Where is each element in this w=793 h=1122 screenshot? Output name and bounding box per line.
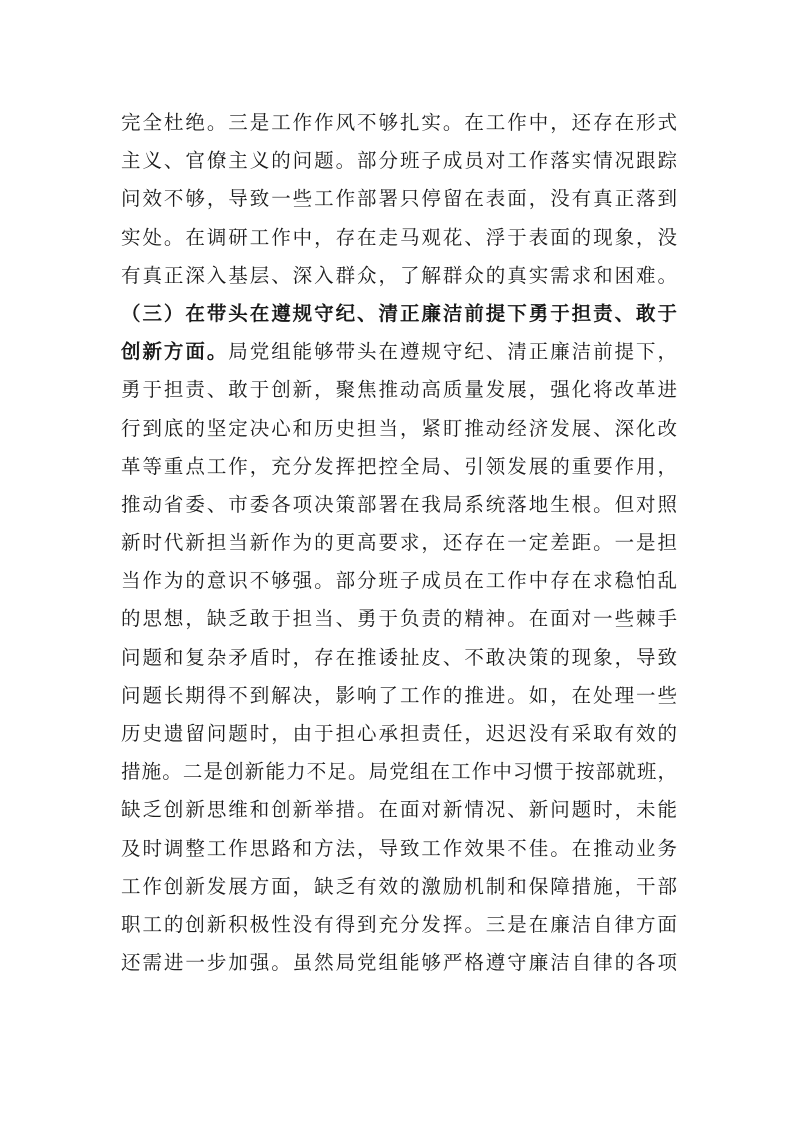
text-line: 及时调整工作思路和方法，导致工作效果不佳。在推动业务 [121,836,677,860]
text-line: 的思想，缺乏敢于担当、勇于负责的精神。在面对一些棘手 [121,607,677,631]
text-line: 问题长期得不到解决，影响了工作的推进。如，在处理一些 [121,683,677,707]
text-line: 革等重点工作，充分发挥把控全局、引领发展的重要作用， [121,454,677,478]
text-line: 工作创新发展方面，缺乏有效的激励机制和保障措施，干部 [121,874,677,898]
text-line: 新时代新担当新作为的更高要求，还存在一定差距。一是担 [121,531,677,555]
text-line: 有真正深入基层、深入群众，了解群众的真实需求和困难。 [121,263,677,287]
heading-continuation-line [121,333,677,371]
section-heading: （三）在带头在遵规守纪、清正廉洁前提下勇于担责、敢于 [121,301,677,325]
text-line: 问题和复杂矛盾时，存在推诿扯皮、不敢决策的现象，导致 [121,645,677,669]
text-line: 行到底的坚定决心和历史担当，紧盯推动经济发展、深化改 [121,416,677,440]
text-line: 勇于担责、敢于创新，聚焦推动高质量发展，强化将改革进 [121,378,677,402]
text-line: 推动省委、市委各项决策部署在我局系统落地生根。但对照 [121,492,677,516]
text-line: 措施。二是创新能力不足。局党组在工作中习惯于按部就班， [121,760,677,784]
text-line: 缺乏创新思维和创新举措。在面对新情况、新问题时，未能 [121,798,677,822]
text-line: 职工的创新积极性没有得到充分发挥。三是在廉洁自律方面 [121,912,677,936]
text-line: 主义、官僚主义的问题。部分班子成员对工作落实情况跟踪 [121,149,677,173]
text-line: 问效不够，导致一些工作部署只停留在表面，没有真正落到 [121,187,677,211]
body-text [121,104,677,982]
text-line-rest: 局党组能够带头在遵规守纪、清正廉洁前提下， [228,340,677,364]
section-heading-end: 创新方面。 [121,340,229,364]
text-line: 实处。在调研工作中，存在走马观花、浮于表面的现象，没 [121,225,677,249]
text-line: 当作为的意识不够强。部分班子成员在工作中存在求稳怕乱 [121,569,677,593]
text-line: 历史遗留问题时，由于担心承担责任，迟迟没有采取有效的 [121,722,677,745]
text-line: 还需进一步加强。虽然局党组能够严格遵守廉洁自律的各项 [121,951,677,975]
text-line: 完全杜绝。三是工作作风不够扎实。在工作中，还存在形式 [121,111,677,134]
